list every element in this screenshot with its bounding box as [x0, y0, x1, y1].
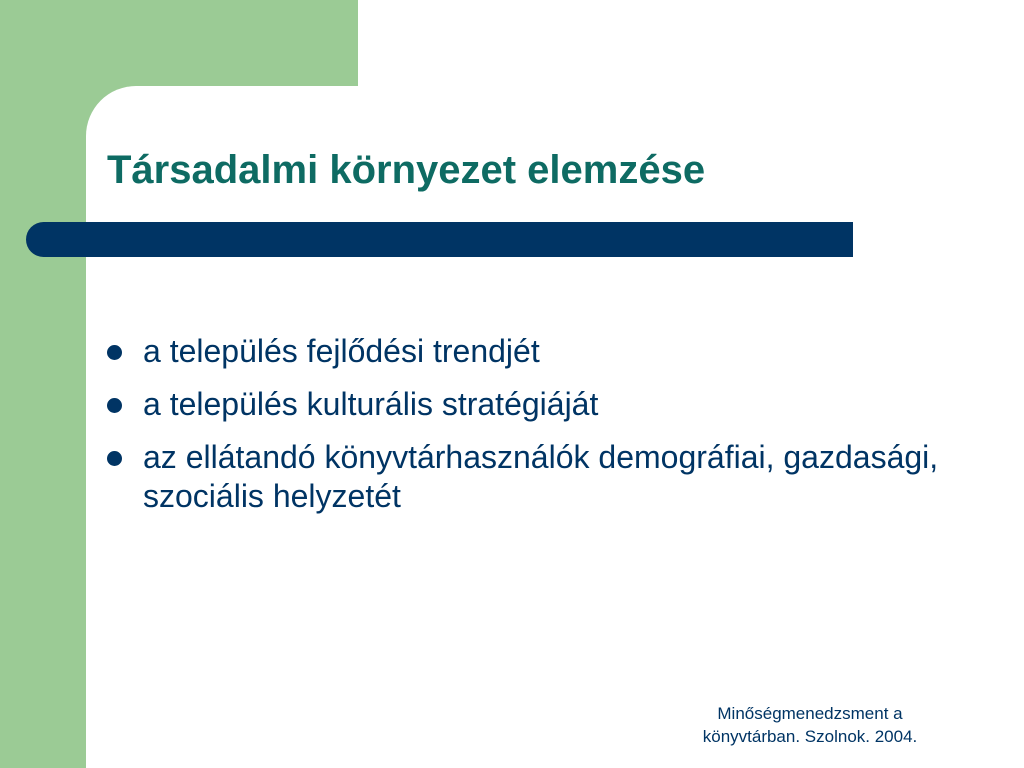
bullet-text: a település fejlődési trendjét	[143, 333, 540, 369]
bullet-text: az ellátandó könyvtárhasználók demográfiai, gazdasági, szociális helyzetét	[143, 439, 939, 514]
footer-text	[668, 702, 952, 748]
bullet-dot-icon	[107, 345, 122, 360]
bullet-item	[104, 438, 984, 516]
bullet-dot-icon	[107, 398, 122, 413]
bullet-item	[104, 332, 984, 371]
bullet-dot-icon	[107, 451, 122, 466]
bullet-item	[104, 385, 984, 424]
slide-title: Társadalmi környezet elemzése	[107, 148, 706, 192]
title-underline-bar	[26, 222, 853, 257]
footer-line-1: Minőségmenedzsment a	[717, 704, 903, 723]
footer-line-2: könyvtárban. Szolnok. 2004.	[702, 727, 918, 746]
bullet-list	[104, 332, 984, 530]
bullet-text: a település kulturális stratégiáját	[143, 386, 599, 422]
